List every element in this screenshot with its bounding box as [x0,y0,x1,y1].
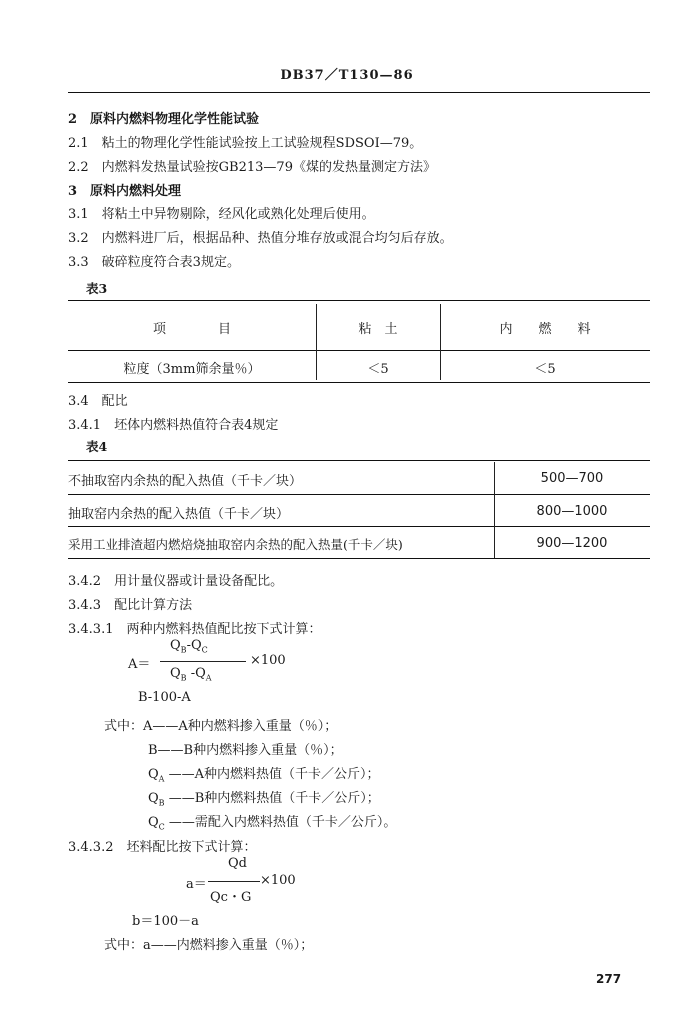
table-3-fuel-value: ＜5 [534,362,556,377]
where-1-line-qc: $Q_C$ ——需配入内燃料热值（千卡／公斤）。 [148,815,397,832]
section-3-4-3-2: 3.4.3.2 坯料配比按下式计算： [68,840,257,855]
formula-2-denominator: Qc・G [210,890,252,905]
formula-2-lhs: a＝ [186,877,207,892]
formula-2-numerator: Qd [228,856,247,871]
section-3-title: 3 原料内燃料处理 [68,184,182,199]
table-3-clay-value: ＜5 [367,362,389,377]
formula-1-rhs: ×100 [250,653,286,668]
table-4-bottom-rule [68,558,650,559]
table-4-row-rule-2 [68,526,650,527]
table-4-row-1-label: 不抽取窑内余热的配入热值（千卡／块） [68,474,303,489]
section-3-2: 3.2 内燃料进厂后，根据品种、热值分堆存放或混合均匀后存放。 [68,231,453,246]
table-4-row-2-label: 抽取窑内余热的配入热值（千卡／块） [68,507,290,522]
table-4-row-rule-1 [68,494,650,495]
table-3-row-label: 粒度（3mm筛余量％） [123,362,261,377]
table-4-row-1-value: 500—700 [540,471,604,486]
formula-2-b-line: b＝100－a [132,914,199,929]
formula-1-numerator: $Q_B-Q_C$ [170,638,208,655]
where-1-line-b: B——B种内燃料掺入重量（％）； [148,743,343,758]
table-3-header-item: 项 目 [152,322,231,337]
section-3-4-3: 3.4.3 配比计算方法 [68,598,193,613]
where-1-line-qa: $Q_A$ ——A种内燃料热值（千卡／公斤）； [148,767,380,784]
where-1-line-qb: $Q_B$ ——B种内燃料热值（千卡／公斤）； [148,791,380,808]
table-4-caption: 表4 [86,439,108,454]
header-rule [68,92,650,93]
table-3-header-clay: 粘 土 [358,322,398,337]
table-4-row-3-label: 采用工业排渣超内燃焙烧抽取窑内余热的配入热量(千卡／块) [68,537,403,552]
formula-1-fraction-bar [160,661,246,662]
formula-1-b-line: B-100-A [138,690,191,705]
section-3-3: 3.3 破碎粒度符合表3规定。 [68,255,240,270]
section-2-2: 2.2 内燃料发热量试验按GB213—79《煤的发热量测定方法》 [68,160,436,175]
formula-1-denominator: $Q_B$ $-Q_A$ [170,666,212,683]
table-4-row-2-value: 800—1000 [536,504,608,519]
section-3-4-3-1: 3.4.3.1 两种内燃料热值配比按下式计算： [68,622,322,637]
page-number: 277 [596,972,622,986]
table-3-top-rule [68,300,650,301]
formula-2-fraction-bar [208,881,260,882]
where-2-intro: 式中：a——内燃料掺入重量（％）； [104,938,314,953]
formula-2-rhs: ×100 [260,873,296,888]
document-code: DB37／T130—86 [280,68,414,83]
table-3-mid-rule [68,350,650,351]
table-3-bottom-rule [68,382,650,383]
table-4-top-rule [68,460,650,461]
table-4-row-3-value: 900—1200 [536,536,608,551]
section-2-1: 2.1 粘土的物理化学性能试验按上工试验规程SDSOI—79。 [68,136,423,151]
section-2-title: 2 原料内燃料物理化学性能试验 [68,112,260,127]
section-3-4: 3.4 配比 [68,394,128,409]
section-3-4-1: 3.4.1 坯体内燃料热值符合表4规定 [68,418,279,433]
section-3-4-2: 3.4.2 用计量仪器或计量设备配比。 [68,574,284,589]
where-1-intro: 式中：A——A种内燃料掺入重量（％）； [104,719,338,734]
table-3-caption: 表3 [86,281,108,296]
section-3-1: 3.1 将粘土中异物剔除，经风化或熟化处理后使用。 [68,207,375,222]
table-3-header-fuel: 内 燃 料 [499,322,591,337]
formula-1-lhs: A＝ [128,657,151,672]
